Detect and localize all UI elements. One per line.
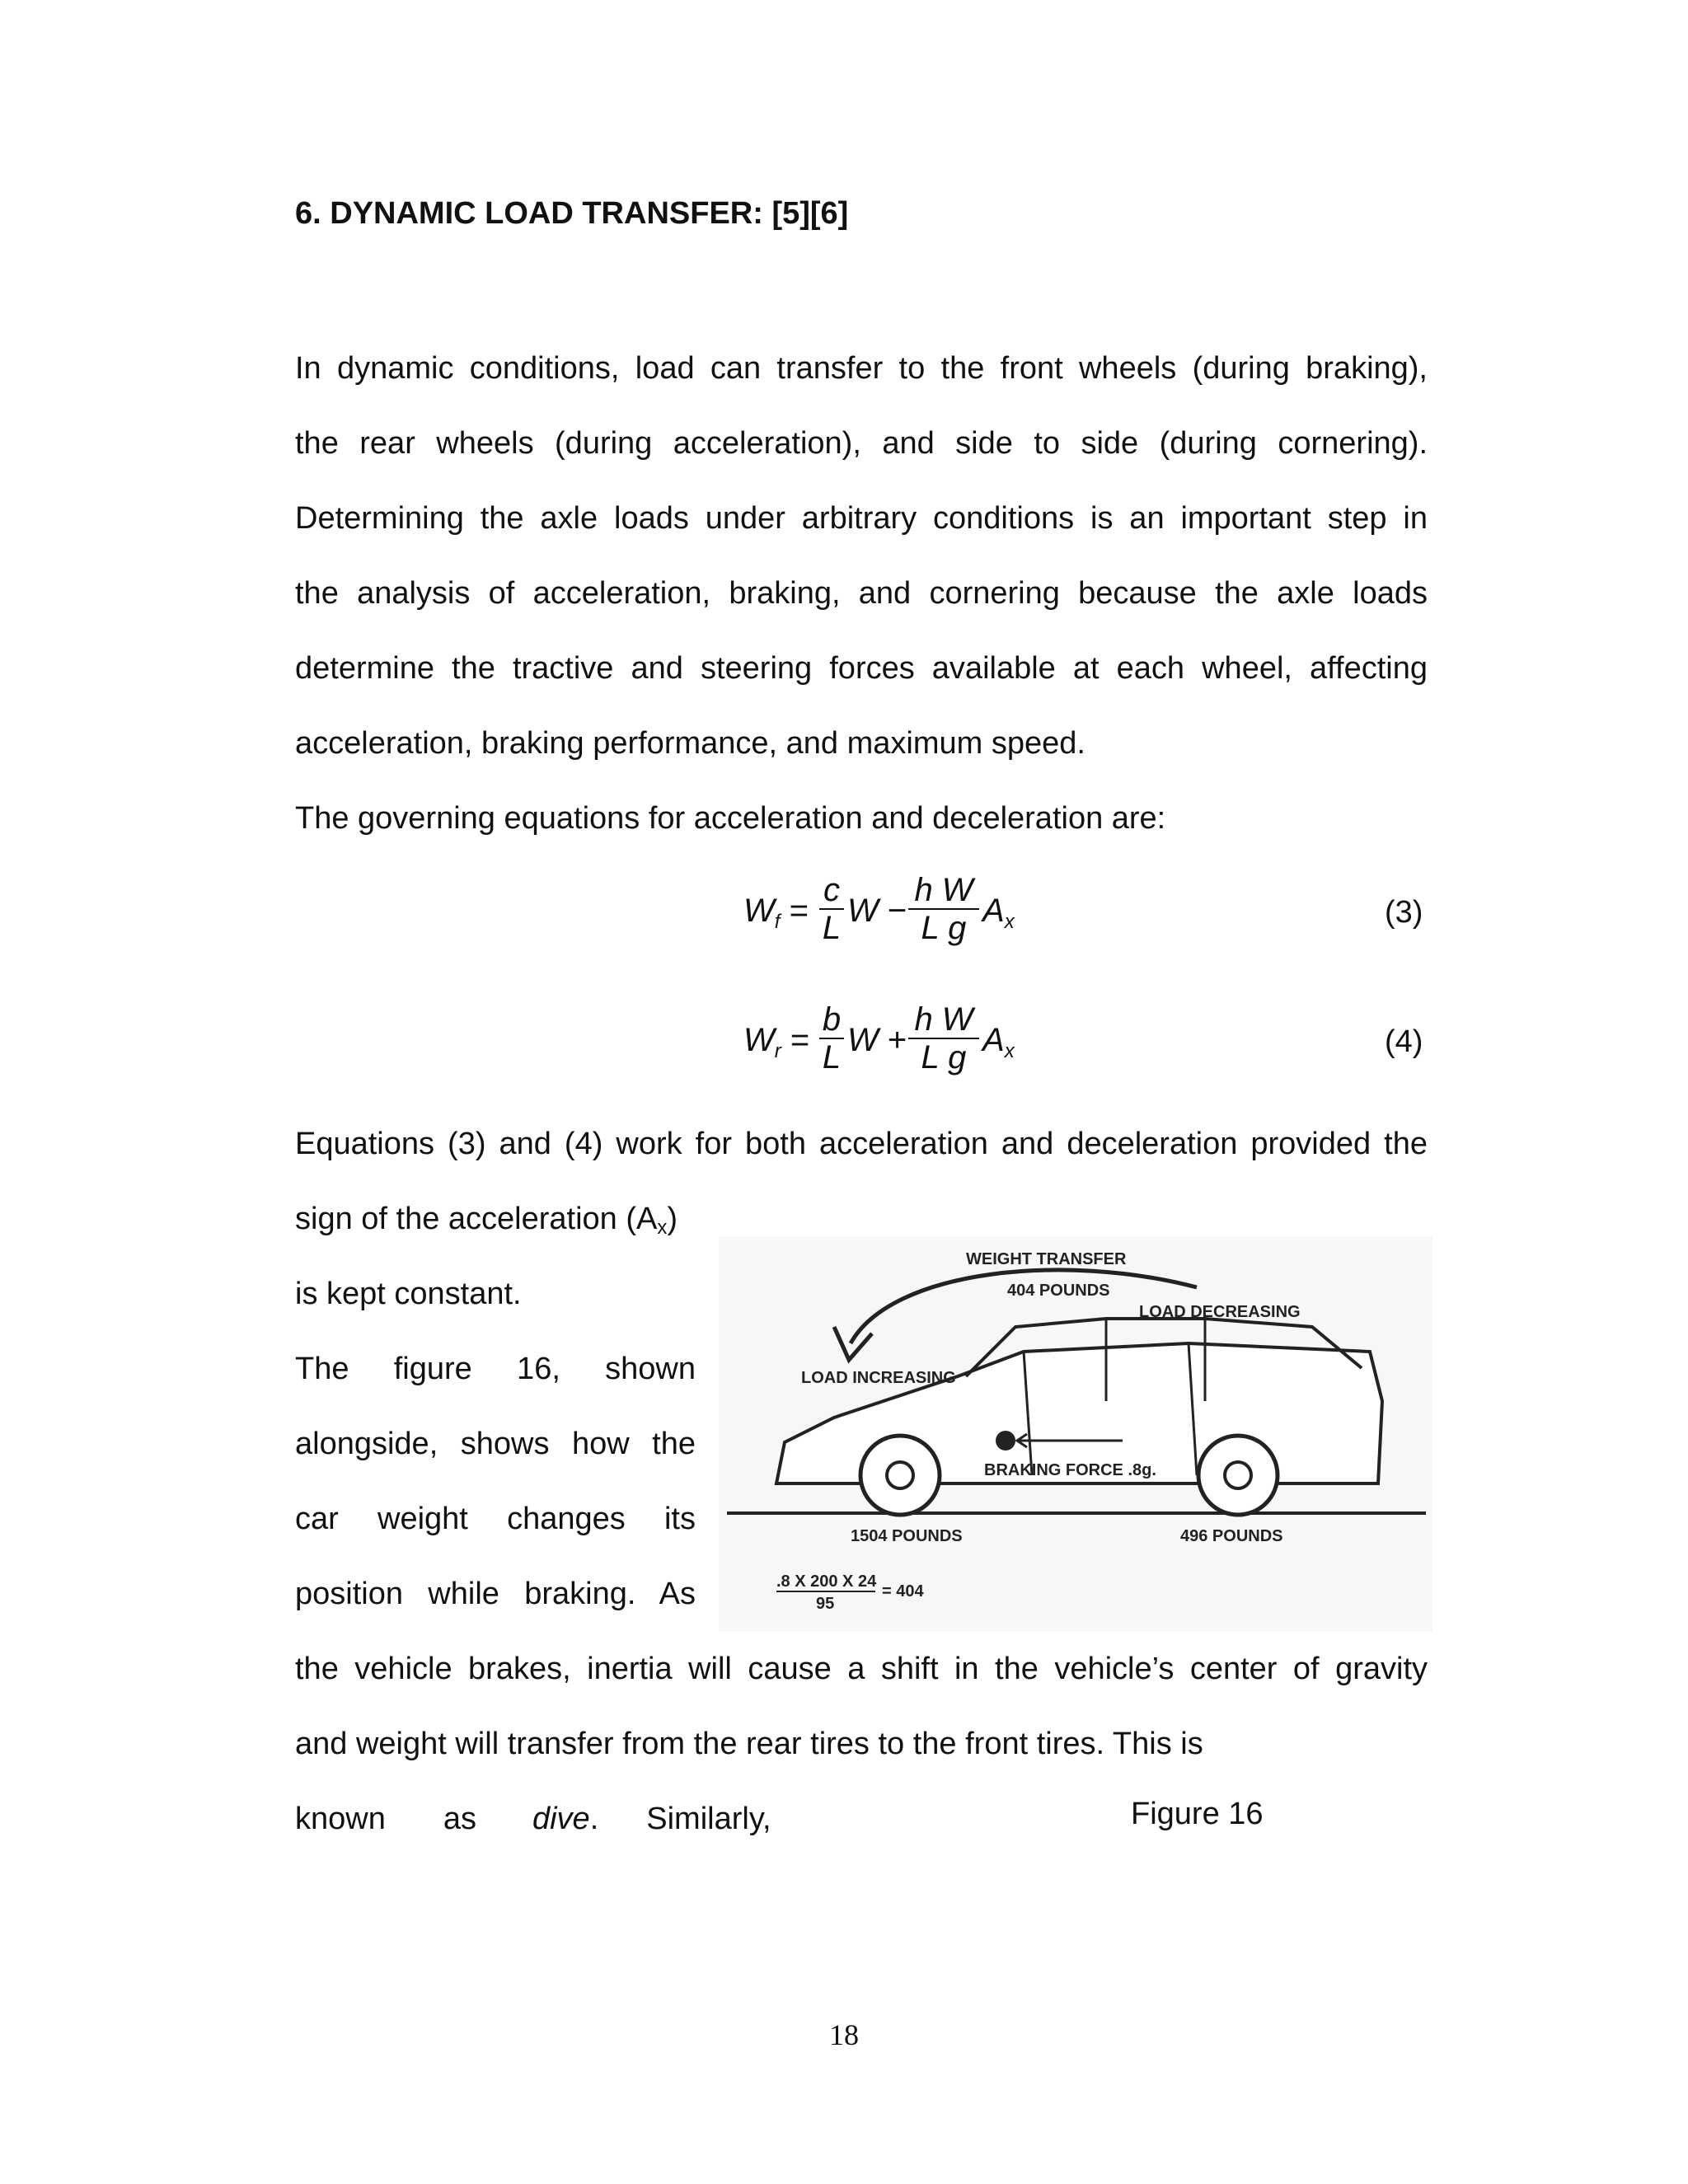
rear-wheel — [1198, 1436, 1278, 1515]
label-pounds-transfer: 404 POUNDS — [1007, 1282, 1110, 1300]
label-braking-force: BRAKING FORCE .8g. — [984, 1461, 1156, 1479]
equation-lhs: $W_r$ = — [743, 1022, 810, 1062]
fraction-tail: $\frac{\text{h W}}{\text{L g}}$ — [908, 1001, 979, 1076]
paragraph-line: sign of the acceleration (Ax) — [295, 1202, 678, 1239]
paragraph-line: the analysis of acceleration, braking, and cornering because the axle loads — [295, 576, 1428, 611]
paragraph-line: Determining the axle loads under arbitrary conditions is an important step in — [295, 501, 1428, 536]
paragraph-line: In dynamic conditions, load can transfer to the front wheels (during braking), — [295, 351, 1428, 386]
label-load-increasing: LOAD INCREASING — [801, 1369, 956, 1387]
paragraph-line: the vehicle brakes, inertia will cause a shift in the vehicle’s center of gravity — [295, 1652, 1428, 1686]
figure-caption: Figure 16 — [1131, 1797, 1264, 1831]
equation-lhs: $W_f$ = — [743, 893, 809, 933]
paragraph-line: and weight will transfer from the rear tires to the front tires. This is — [295, 1727, 1203, 1761]
front-wheel — [860, 1436, 940, 1515]
section-heading: 6. DYNAMIC LOAD TRANSFER: [5][6] — [295, 196, 849, 231]
paragraph-line: the rear wheels (during acceleration), and side to side (during cornering). — [295, 426, 1428, 461]
label-front-load: 1504 POUNDS — [851, 1527, 963, 1545]
paragraph-line: position while braking. As — [295, 1577, 696, 1611]
label-rear-load: 496 POUNDS — [1180, 1527, 1283, 1545]
equations-intro: The governing equations for acceleration and deceleration are: — [295, 801, 1166, 836]
page-number: 18 — [829, 2018, 859, 2051]
equation-var: $A_x$ — [982, 1022, 1015, 1062]
paragraph-line: car weight changes its — [295, 1502, 696, 1536]
equation-var: $A_x$ — [982, 893, 1015, 933]
paragraph-line: determine the tractive and steering forces available at each wheel, affecting — [295, 651, 1428, 686]
fraction-tail: $\frac{\text{h W}}{\text{L g}}$ — [908, 872, 979, 946]
label-formula-numerator: .8 X 200 X 24 — [776, 1572, 877, 1591]
equation-number: (3) — [1385, 895, 1423, 930]
paragraph-line: is kept constant. — [295, 1277, 522, 1311]
equation-number: (4) — [1385, 1024, 1423, 1059]
label-load-decreasing: LOAD DECREASING — [1139, 1303, 1301, 1321]
center-of-gravity-marker — [996, 1431, 1015, 1451]
paragraph-line: The figure 16, shown — [295, 1352, 696, 1386]
fraction-coef: $\frac{b}{L}$ — [819, 1001, 844, 1076]
figure-16-car-diagram — [719, 1236, 1432, 1632]
equation-term: W + — [847, 1022, 907, 1058]
fraction-coef: $\frac{c}{L}$ — [819, 872, 844, 946]
label-formula-denominator: 95 — [816, 1595, 835, 1613]
paragraph-line: acceleration, braking performance, and maximum speed. — [295, 726, 1085, 761]
paragraph-line: known as dive. Similarly, — [295, 1802, 771, 1836]
label-formula-result: = 404 — [882, 1582, 924, 1601]
label-weight-transfer: WEIGHT TRANSFER — [966, 1250, 1127, 1268]
equation-term: W − — [847, 893, 907, 929]
paragraph-line: Equations (3) and (4) work for both acceleration and deceleration provided the — [295, 1127, 1428, 1161]
paragraph-line: alongside, shows how the — [295, 1427, 696, 1461]
